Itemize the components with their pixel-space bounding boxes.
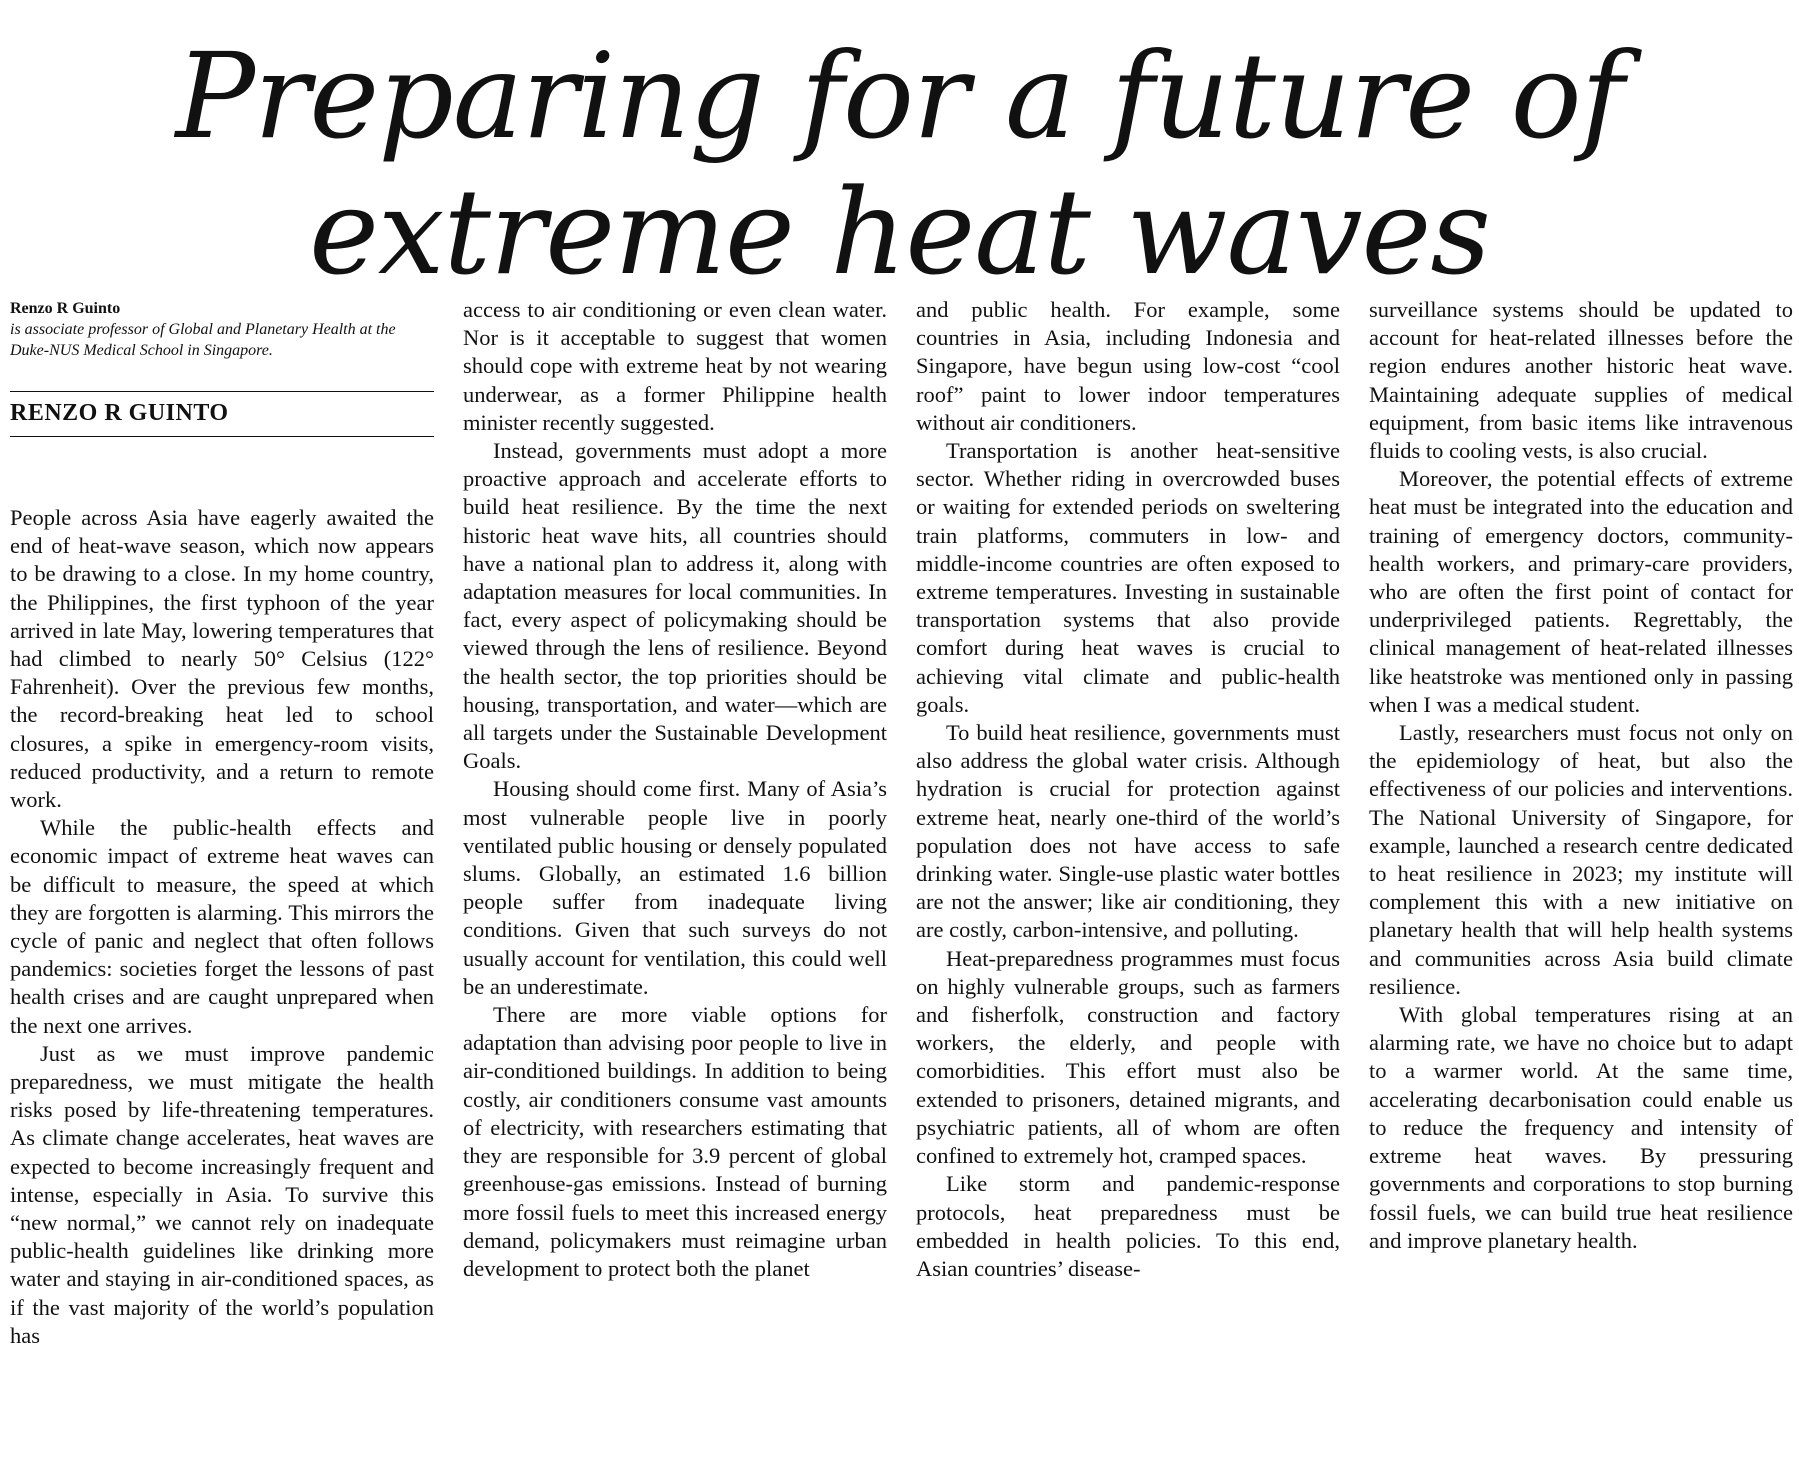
paragraph: surveillance systems should be updated to account for heat-related illnesses before the region endures another historic heat wave. Maintaining adequate supplies of medical equipment, from basic items like intravenous fluids to cooling vests, is also crucial. [1369, 297, 1793, 464]
paragraph: With global temperatures rising at an alarming rate, we have no choice but to adapt to a warmer world. At the same time, accelerating decarbonisation could enable us to reduce the frequency and intensity of extreme heat waves. By pressuring governments and corporations to stop burning fossil fuels, we can build true heat resilience and improve planetary health. [1369, 1002, 1793, 1253]
paragraph: Heat-preparedness programmes must focus on highly vulnerable groups, such as farmers and fisherfolk, construction and factory workers, the elderly, and people with comorbidities. This effort must also be extended to prisoners, detained migrants, and psychiatric patients, all of whom are often confined to extremely hot, cramped spaces. [916, 945, 1340, 1169]
paragraph: Like storm and pandemic-response protocols, heat preparedness must be embedded in health policies. To this end, Asian countries’ disease- [916, 1171, 1340, 1281]
paragraph: Instead, governments must adopt a more proactive approach and accelerate efforts to build heat resilience. By the time the next historic heat wave hits, all countries should have a national plan to address it, along with adaptation measures for local communities. In fact, every aspect of policymaking should be viewed through the lens of resilience. Beyond the health sector, the top priorities should be housing, transportation, and water—which are all targets under the Sustainable Development Goals. [463, 438, 887, 774]
headline-line-2: extreme heat waves [309, 163, 1490, 301]
author-bio: is associate professor of Global and Planetary Health at the Duke-NUS Medical School in Singapore. [10, 321, 396, 359]
article-column-2 [463, 296, 887, 1283]
paragraph: access to air conditioning or even clean water. Nor is it acceptable to suggest that women should cope with extreme heat by not wearing underwear, as a former Philippine health minister recently suggested. [463, 297, 887, 435]
paragraph: To build heat resilience, governments must also address the global water crisis. Although hydration is crucial for protection against extreme heat, nearly one-third of the world’s population does not have access to safe drinking water. Single-use plastic water bottles are not the answer; like air conditioning, they are costly, carbon-intensive, and polluting. [916, 720, 1340, 943]
paragraph: Housing should come first. Many of Asia’s most vulnerable people live in poorly ventilated public housing or densely populated slums. Globally, an estimated 1.6 billion people suffer from inadequate living conditions. Given that such surveys do not usually account for ventilation, this could well be an underestimate. [463, 776, 887, 999]
paragraph: Moreover, the potential effects of extreme heat must be integrated into the education and training of emergency doctors, community-health workers, and primary-care providers, who are often the first point of contact for underprivileged patients. Regrettably, the clinical management of heat-related illnesses like heatstroke was mentioned only in passing when I was a medical student. [1369, 466, 1793, 717]
author-name-small: Renzo R Guinto [10, 300, 121, 317]
paragraph: Lastly, researchers must focus not only on the epidemiology of heat, but also the effectiveness of our policies and interventions. The National University of Singapore, for example, launched a research centre dedicated to heat resilience in 2023; my institute will complement this with a new initiative on planetary health that will help health systems and communities across Asia build climate resilience. [1369, 720, 1793, 999]
article-column-4 [1369, 296, 1793, 1255]
article-column-3 [916, 296, 1340, 1283]
divider-top [10, 391, 434, 392]
divider-bottom [10, 436, 434, 437]
paragraph: Just as we must improve pandemic preparedness, we must mitigate the health risks posed by life-threatening temperatures. As climate change accelerates, heat waves are expected to become increasingly frequent and intense, especially in Asia. To survive this “new normal,” we cannot rely on inadequate public-health guidelines like drinking more water and staying in air-conditioned spaces, as if the vast majority of the world’s population has [10, 1040, 434, 1348]
headline [0, 28, 1799, 300]
author-name-caps: RENZO R GUINTO [10, 400, 229, 426]
author-box [10, 298, 434, 437]
paragraph: There are more viable options for adaptation than advising poor people to live in air-conditioned buildings. In addition to being costly, air conditioners consume vast amounts of electricity, with researchers estimating that they are responsible for 3.9 percent of global greenhouse-gas emissions. Instead of burning more fossil fuels to meet this increased energy demand, policymakers must reimagine urban development to protect both the planet [463, 1002, 887, 1281]
paragraph: People across Asia have eagerly awaited the end of heat-wave season, which now appears to be drawing to a close. In my home country, the Philippines, the first typhoon of the year arrived in late May, lowering temperatures that had climbed to nearly 50° Celsius (122° Fahrenheit). Over the previous few months, the record-breaking heat led to school closures, a spike in emergency-room visits, reduced productivity, and a return to remote work. [10, 505, 434, 813]
paragraph: While the public-health effects and economic impact of extreme heat waves can be difficult to measure, the speed at which they are forgotten is alarming. This mirrors the cycle of panic and neglect that often follows pandemics: societies forget the lessons of past health crises and are caught unprepared when the next one arrives. [10, 815, 434, 1038]
headline-line-1: Preparing for a future of [175, 27, 1624, 165]
paragraph: Transportation is another heat-sensitive sector. Whether riding in overcrowded buses or waiting for extended periods on sweltering train platforms, commuters in low- and middle-income countries are often exposed to extreme temperatures. Investing in sustainable transportation systems that also provide comfort during heat waves is crucial to achieving vital climate and public-health goals. [916, 438, 1340, 717]
article-column-1 [10, 504, 434, 1350]
paragraph: and public health. For example, some countries in Asia, including Indonesia and Singapore, have begun using low-cost “cool roof” paint to lower indoor temperatures without air conditioners. [916, 297, 1340, 435]
